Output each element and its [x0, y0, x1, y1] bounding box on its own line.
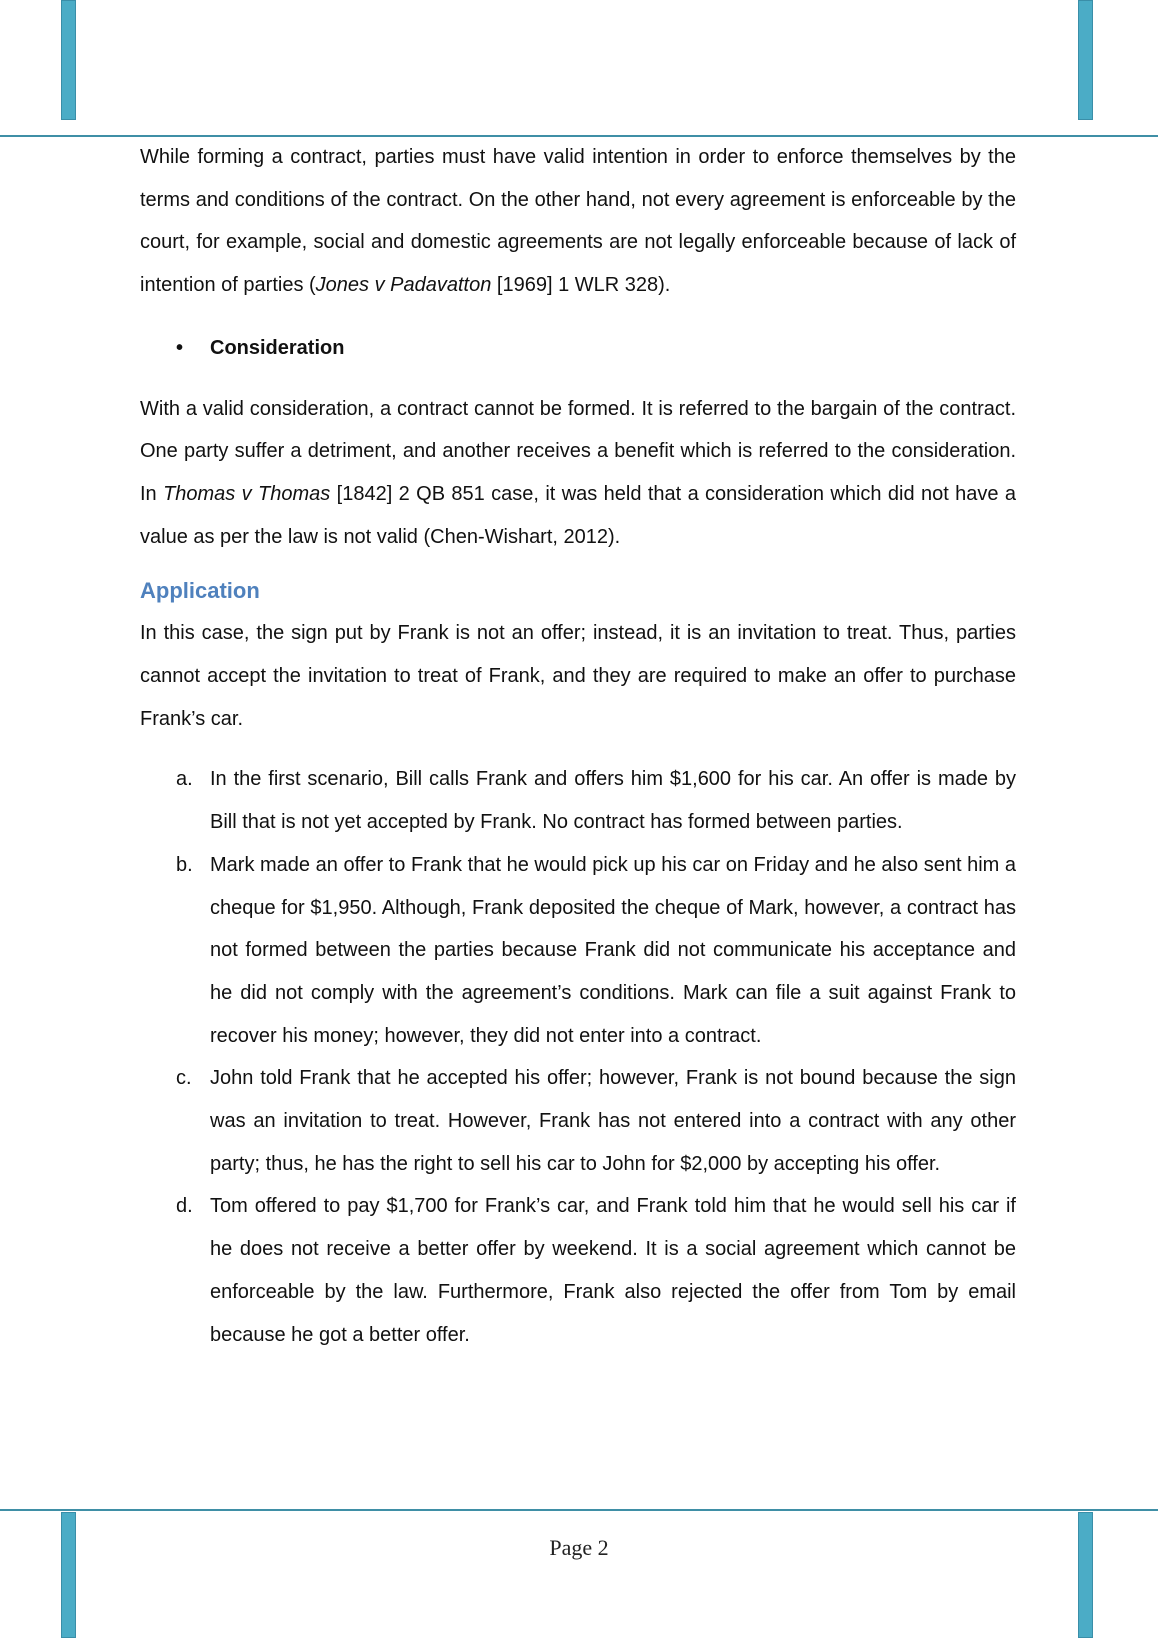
list-item: b. Mark made an offer to Frank that he would pick up his car on Friday and he also sent him a cheque for $1,950. Although, Frank deposited the cheque of Mark, however, a contract has not formed between the parties because Frank did not communicate his acceptance and he did not comply with the agreement’s conditions. Mark can file a suit against Frank to recover his money; however, they did not enter into a contract. — [176, 853, 1016, 1047]
page-number: Page 2 — [549, 1535, 609, 1560]
list-item: d. Tom offered to pay $1,700 for Frank’s car, and Frank told him that he would sell his car if he does not receive a better offer by weekend. It is a social agreement which cannot be enforceable by the law. Furthermore, Frank also rejected the offer from Tom by email because he got a better offer. — [176, 1195, 1016, 1346]
consideration-bullet — [140, 327, 1016, 370]
list-item: a. In the first scenario, Bill calls Frank and offers him $1,600 for his car. An offer is made by Bill that is not yet accepted by Frank. No contract has formed between parties. — [176, 768, 1016, 834]
header-right-bar — [1078, 0, 1093, 120]
intention-paragraph: While forming a contract, parties must have valid intention in order to enforce themselves by the terms and conditions of the contract. On the other hand, not every agreement is enforceable by the court, for example, social and domestic agreements are not legally enforceable because of lack of intention of parties (Jones v Padavatton [1969] 1 WLR 328). — [140, 146, 1016, 297]
consideration-heading: Consideration — [210, 336, 345, 359]
application-heading: Application — [140, 578, 260, 604]
case-citation: Jones v Padavatton — [315, 274, 492, 297]
document-body — [140, 136, 1016, 1356]
footer-right-bar — [1078, 1512, 1093, 1638]
footer-left-bar — [61, 1512, 76, 1638]
application-paragraph: In this case, the sign put by Frank is not an offer; instead, it is an invitation to treat. Thus, parties cannot accept the invitation to treat of Frank, and they are required to make an offer to purchase Frank’s car. — [140, 622, 1016, 730]
list-item: c. John told Frank that he accepted his offer; however, Frank is not bound because the sign was an invitation to treat. However, Frank has not entered into a contract with any other party; thus, he has the right to sell his car to John for $2,000 by accepting his offer. — [176, 1067, 1016, 1175]
consideration-paragraph: With a valid consideration, a contract cannot be formed. It is referred to the bargain of the contract. One party suffer a detriment, and another receives a benefit which is referred to the consideration. In Thomas v Thomas [1842] 2 QB 851 case, it was held that a consideration which did not have a value as per the law is not valid (Chen-Wishart, 2012). — [140, 397, 1016, 548]
header-left-bar — [61, 0, 76, 120]
case-citation: Thomas v Thomas — [163, 482, 331, 505]
scenario-list — [140, 758, 1016, 1356]
footer-rule — [0, 1509, 1158, 1511]
bullet-icon: • — [176, 336, 184, 359]
